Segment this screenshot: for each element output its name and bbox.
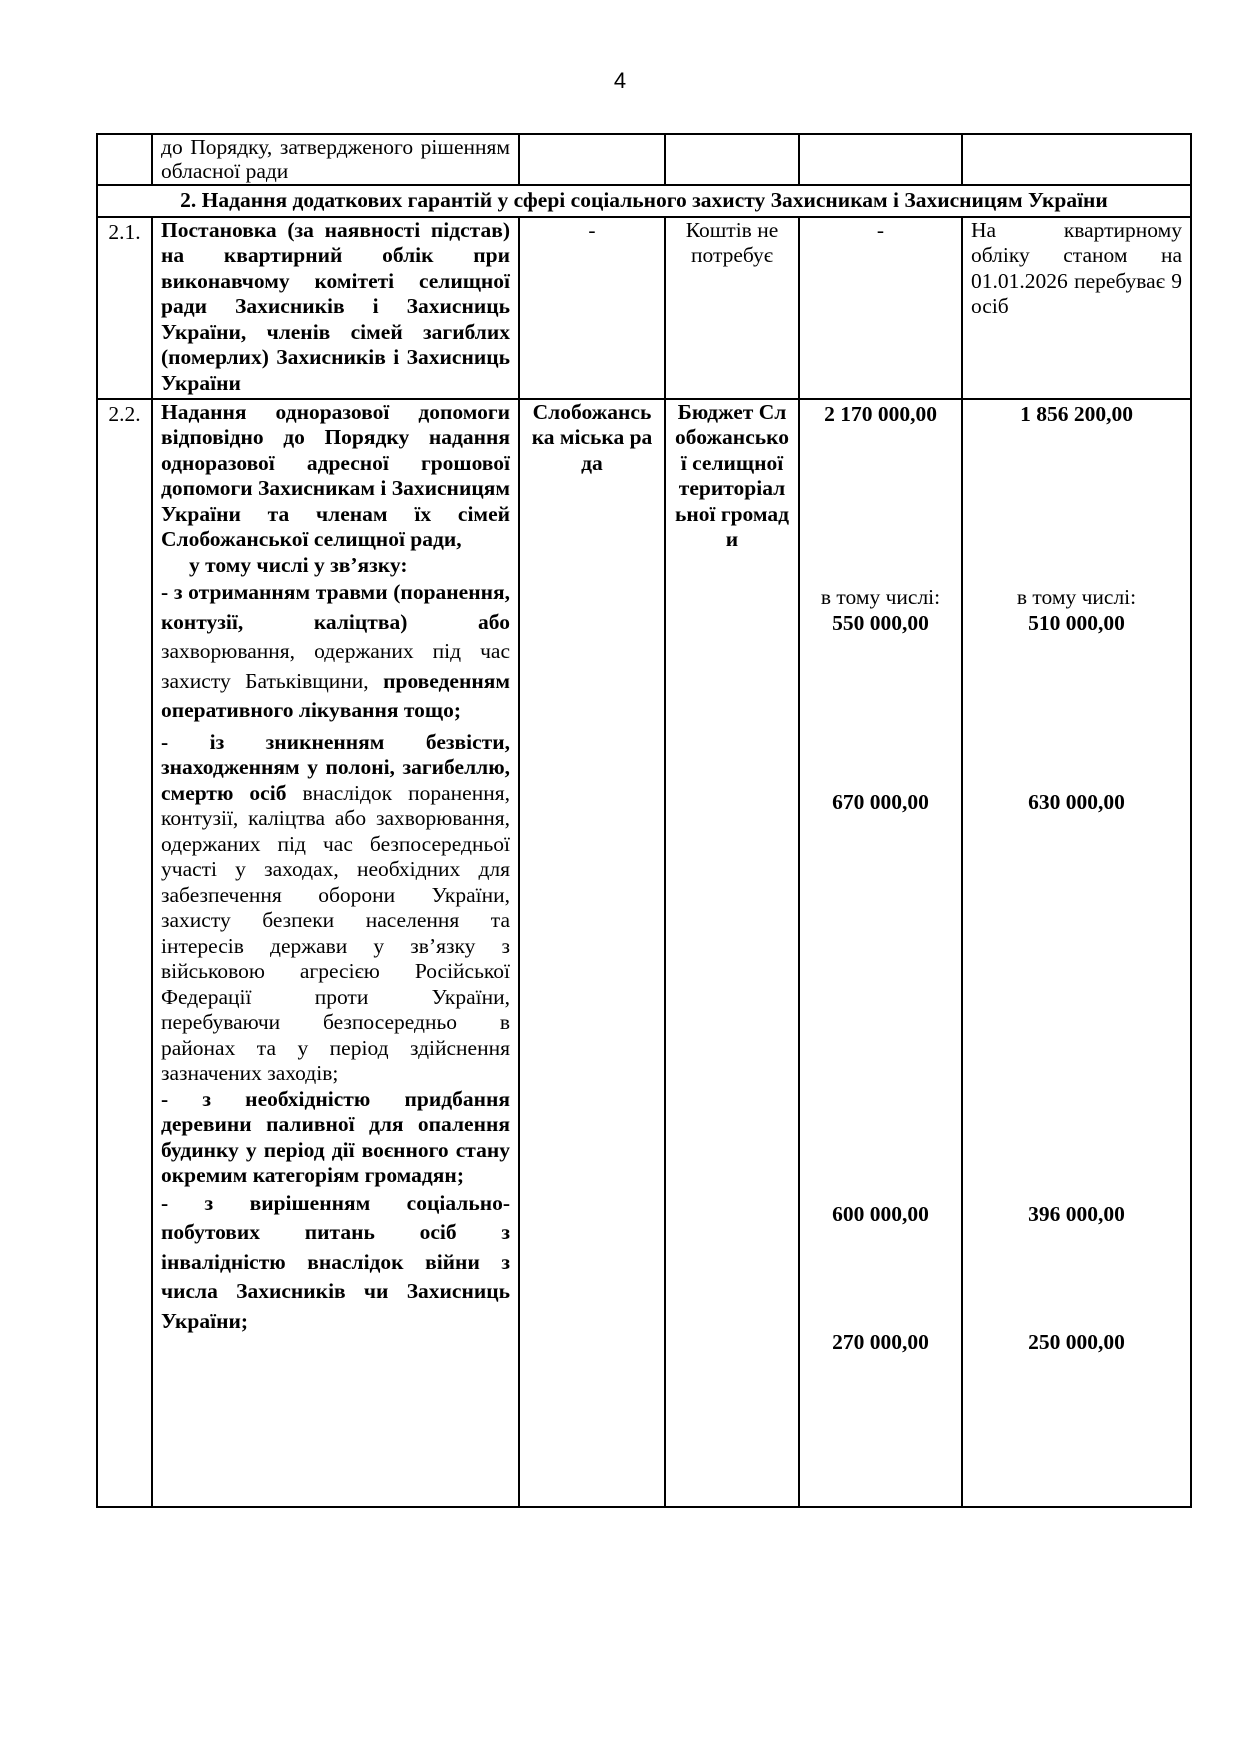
actual-total: 1 856 200,00 — [1020, 401, 1133, 426]
table-row-2-2 — [97, 399, 1191, 1507]
cell-actual: На квартирному обліку станом на 01.01.2026 перебуває 9 осіб — [962, 217, 1191, 399]
actual-subitem-3: 396 000,00 — [1028, 1201, 1125, 1226]
subitem-4 — [161, 1189, 510, 1337]
subitem-1-regular: захворювання, одержаних під час захисту Батьківщини, — [161, 639, 510, 693]
cell-actual — [962, 399, 1191, 1507]
subitem-2 — [161, 730, 510, 1087]
subitem-4-bold: - з вирішенням соціально-побутових питань осіб з інвалідністю внаслідок війни з числа Захисників чи Захисниць України; — [161, 1190, 510, 1333]
cell-planned-amount — [799, 134, 962, 185]
subitem-3-bold: - з необхідністю придбання деревини паливної для опалення будинку у період дії воєнного стану окремим категоріям громадян; — [161, 1086, 510, 1187]
subitem-1-bold: - з отриманням травми (поранення, контузії, каліцтва) або — [161, 580, 510, 634]
cell-number — [97, 134, 152, 185]
planned-including-label: в тому числі: — [820, 584, 941, 609]
cell-funding-source: Бюджет Слобожанської селищної територіальної громади — [665, 399, 799, 1507]
actual-subitem-1: 510 000,00 — [1028, 610, 1125, 635]
subitem-2-regular: внаслідок поранення, контузії, каліцтва або захворювання, одержаних під час безпосередньої участі у заходах, необхідних для забезпечення оборони України, захисту безпеки населення та інтересів держави у зв’язку з військовою агресією Російської Федерації проти України, перебуваючи безпосередньо в районах та у період здійснення зазначених заходів; — [161, 780, 510, 1085]
subitem-3 — [161, 1087, 510, 1189]
continuation-description: до Порядку, затвердженого рішенням обласної ради — [161, 135, 510, 183]
subitem-1 — [161, 578, 510, 726]
planned-subitem-3: 600 000,00 — [832, 1201, 929, 1226]
subitem-1-bold-tail: проведенням оперативного лікування тощо; — [161, 668, 510, 722]
cell-planned-amount — [799, 399, 962, 1507]
section-header-row — [97, 185, 1191, 217]
cell-funding-source — [665, 134, 799, 185]
planned-total: 2 170 000,00 — [824, 401, 937, 426]
table-row-continuation — [97, 134, 1191, 185]
actual-subitem-2: 630 000,00 — [1028, 789, 1125, 814]
subitem-2-bold: - із зникненням безвісти, знаходженням у полоні, загибеллю, смертю осіб — [161, 729, 510, 805]
cell-description: Постановка (за наявності підстав) на квартирний облік при виконавчому комітеті селищної ради Захисників і Захисниць України, членів сімей загиблих (померлих) Захисників і Захисниць України — [152, 217, 519, 399]
actual-including-label: в тому числі: — [1016, 584, 1137, 609]
page-number: 4 — [613, 68, 627, 93]
cell-number: 2.2. — [97, 399, 152, 1507]
cell-description — [152, 399, 519, 1507]
cell-executor — [519, 134, 665, 185]
including-label: у тому числі у зв’язку: — [189, 552, 408, 577]
actual-subitem-4: 250 000,00 — [1028, 1329, 1125, 1354]
section-2-title: 2. Надання додаткових гарантій у сфері соціального захисту Захисникам і Захисницям України — [97, 185, 1191, 217]
cell-planned-amount: - — [799, 217, 962, 399]
cell-executor: - — [519, 217, 665, 399]
table-row-2-1 — [97, 217, 1191, 399]
description-main: Надання одноразової допомоги відповідно до Порядку надання одноразової адресної грошової допомоги Захисникам і Захисницям України та членам їх сімей Слобожанської селищної ради, — [161, 399, 510, 551]
planned-subitem-4: 270 000,00 — [832, 1329, 929, 1354]
cell-actual — [962, 134, 1191, 185]
cell-number: 2.1. — [97, 217, 152, 399]
cell-executor: Слобожанська міська рада — [519, 399, 665, 1507]
planned-subitem-2: 670 000,00 — [832, 789, 929, 814]
program-measures-table — [96, 133, 1192, 1508]
cell-description — [152, 134, 519, 185]
cell-funding-source: Коштів не потребує — [665, 217, 799, 399]
planned-subitem-1: 550 000,00 — [832, 610, 929, 635]
